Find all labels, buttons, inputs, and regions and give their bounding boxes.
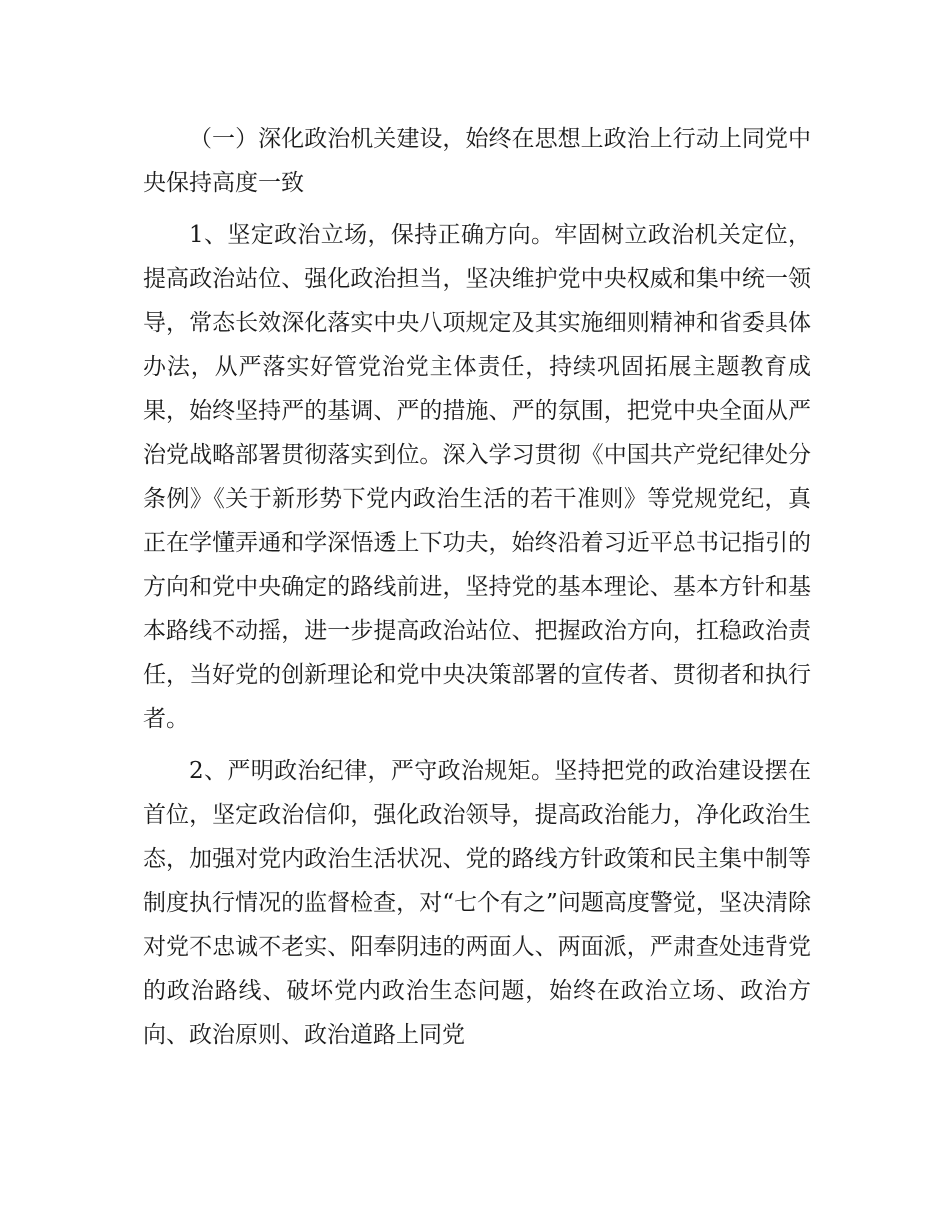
paragraph-1: 1、坚定政治立场，保持正确方向。牢固树立政治机关定位，提高政治站位、强化政治担当，坚决维护党中央权威和集中统一领导，常态长效深化落实中央八项规定及其实施细则精神和省委具体办法，从严落实好管党治党主体责任，持续巩固拓展主题教育成果，始终坚持严的基调、严的措施、严的氛围，把党中央全面从严治党战略部署贯彻落实到位。深入学习贯彻《中国共产党纪律处分条例》《关于新形势下党内政治生活的若干准则》等党规党纪，真正在学懂弄通和学深悟透上下功夫，始终沿着习近平总书记指引的方向和党中央确定的路线前进，坚持党的基本理论、基本方针和基本路线不动摇，进一步提高政治站位、把握政治方向，扛稳政治责任，当好党的创新理论和党中央决策部署的宣传者、贯彻者和执行者。: [143, 222, 811, 732]
paragraph-2: 2、严明政治纪律，严守政治规矩。坚持把党的政治建设摆在首位，坚定政治信仰，强化政治领导，提高政治能力，净化政治生态，加强对党内政治生活状况、党的路线方针政策和民主集中制等制度执行情况的监督检查，对“七个有之”问题高度警觉，坚决清除对党不忠诚不老实、阳奉阴违的两面人、两面派，严肃查处违背党的政治路线、破坏党内政治生态问题，始终在政治立场、政治方向、政治原则、政治道路上同党: [143, 758, 811, 1048]
section-heading: （一）深化政治机关建设，始终在思想上政治上行动上同党中央保持高度一致: [143, 126, 811, 196]
document-body: [143, 117, 811, 1057]
